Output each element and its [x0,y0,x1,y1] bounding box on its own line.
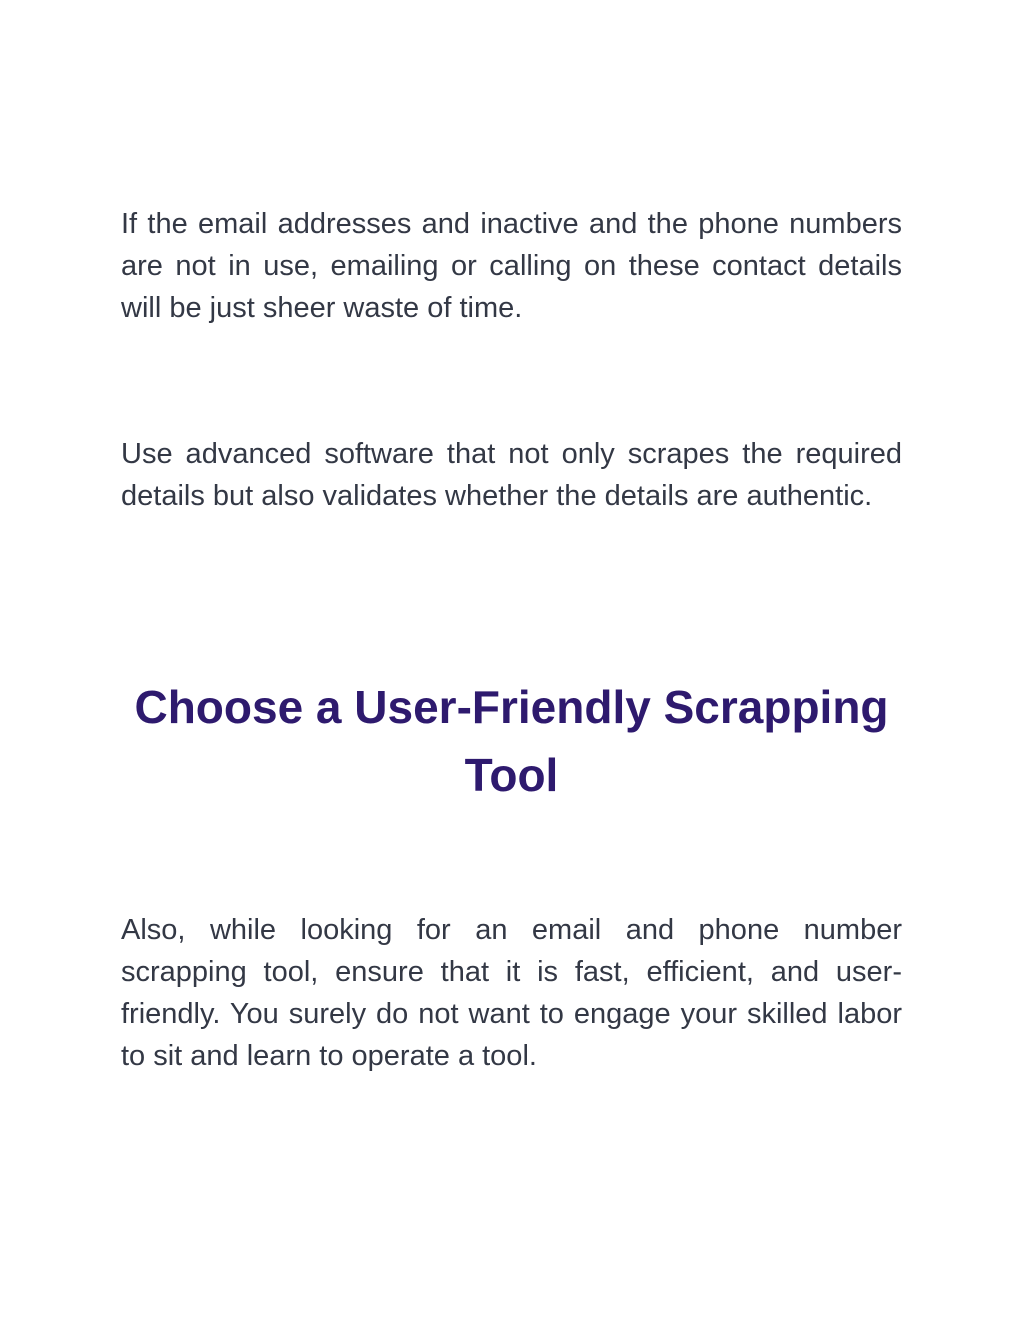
paragraph-user-friendly-tool: Also, while looking for an email and phone number scrapping tool, ensure that it is fast, efficient, and user-friendly. You surely do not want to engage your skilled labor to sit and learn to operate a tool. [121,914,902,1072]
section-heading: Choose a User-Friendly Scrapping Tool [134,681,889,801]
paragraph-inactive-contacts: If the email addresses and inactive and the phone numbers are not in use, emailing or calling on these contact details will be just sheer waste of time. [121,208,902,324]
paragraph-advanced-software: Use advanced software that not only scrapes the required details but also validates whether the details are authentic. [121,438,902,512]
